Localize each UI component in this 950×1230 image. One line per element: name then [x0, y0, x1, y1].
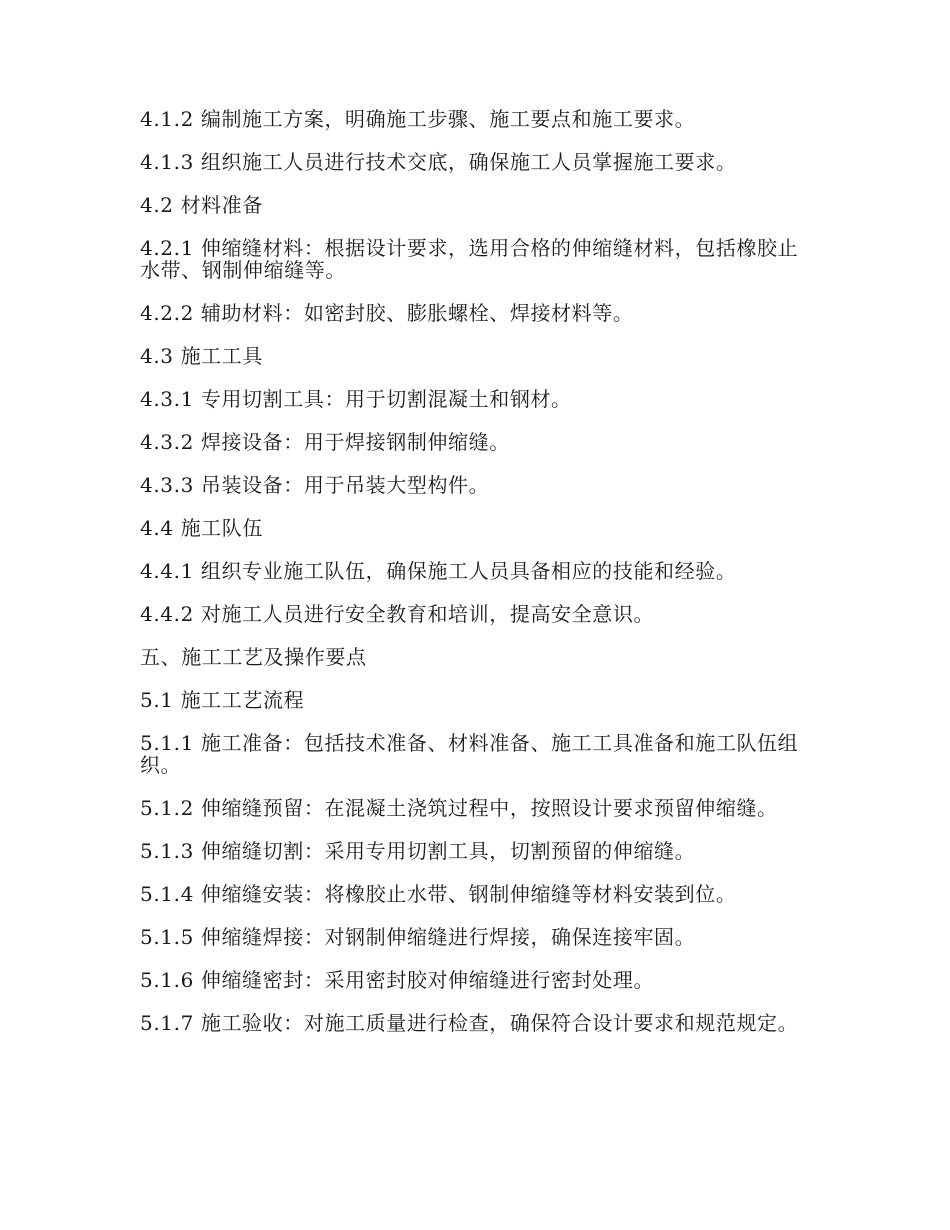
paragraph-5-1-4: 5.1.4 伸缩缝安装：将橡胶止水带、钢制伸缩缝等材料安装到位。 [140, 882, 737, 906]
paragraph-5-1-2: 5.1.2 伸缩缝预留：在混凝土浇筑过程中，按照设计要求预留伸缩缝。 [140, 796, 778, 820]
paragraph-4-1-3: 4.1.3 组织施工人员进行技术交底，确保施工人员掌握施工要求。 [140, 150, 737, 174]
heading-4-2: 4.2 材料准备 [140, 193, 263, 217]
document-body [140, 108, 800, 1034]
paragraph-5-1-5: 5.1.5 伸缩缝焊接：对钢制伸缩缝进行焊接，确保连接牢固。 [140, 925, 696, 949]
paragraph-4-1-2: 4.1.2 编制施工方案，明确施工步骤、施工要点和施工要求。 [140, 107, 696, 131]
heading-5-1: 5.1 施工工艺流程 [140, 688, 305, 712]
paragraph-5-1-7: 5.1.7 施工验收：对施工质量进行检查，确保符合设计要求和规范规定。 [140, 1011, 799, 1035]
heading-4-3: 4.3 施工工具 [140, 344, 263, 368]
paragraph-5-1-6: 5.1.6 伸缩缝密封：采用密封胶对伸缩缝进行密封处理。 [140, 968, 655, 992]
paragraph-4-3-2: 4.3.2 焊接设备：用于焊接钢制伸缩缝。 [140, 430, 510, 454]
paragraph-4-2-2: 4.2.2 辅助材料：如密封胶、膨胀螺栓、焊接材料等。 [140, 301, 634, 325]
heading-4-4: 4.4 施工队伍 [140, 516, 263, 540]
paragraph-4-2-1: 4.2.1 伸缩缝材料：根据设计要求，选用合格的伸缩缝材料，包括橡胶止水带、钢制伸缩缝等。 [140, 236, 799, 282]
heading-section-5: 五、施工工艺及操作要点 [140, 645, 367, 669]
paragraph-5-1-3: 5.1.3 伸缩缝切割：采用专用切割工具，切割预留的伸缩缝。 [140, 839, 696, 863]
paragraph-5-1-1: 5.1.1 施工准备：包括技术准备、材料准备、施工工具准备和施工队伍组织。 [140, 731, 799, 777]
paragraph-4-3-1: 4.3.1 专用切割工具：用于切割混凝土和钢材。 [140, 387, 572, 411]
paragraph-4-4-2: 4.4.2 对施工人员进行安全教育和培训，提高安全意识。 [140, 602, 655, 626]
paragraph-4-3-3: 4.3.3 吊装设备：用于吊装大型构件。 [140, 473, 490, 497]
paragraph-4-4-1: 4.4.1 组织专业施工队伍，确保施工人员具备相应的技能和经验。 [140, 559, 737, 583]
